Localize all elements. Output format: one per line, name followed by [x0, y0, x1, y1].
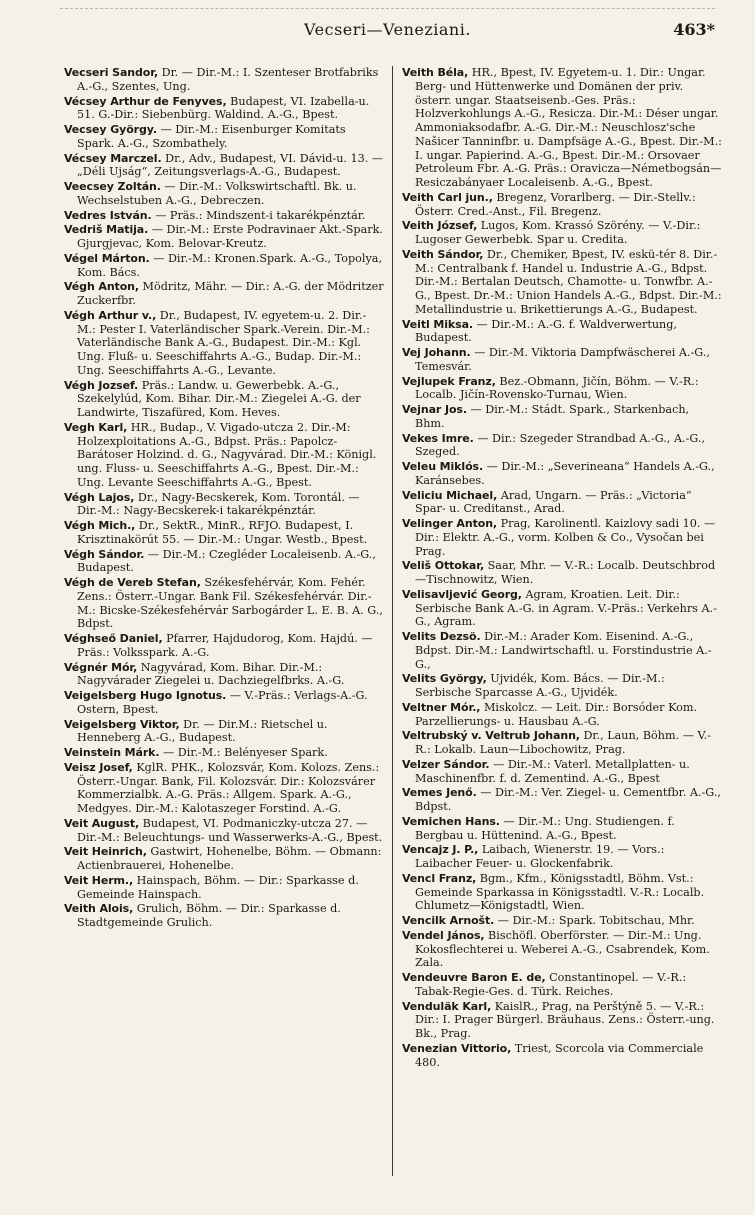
directory-entry [402, 191, 722, 219]
entry-text: — Dir.-M.: Stádt. Spark., Starkenbach, Bhm. [415, 403, 690, 430]
entry-name: Vejlupek Franz, [402, 374, 496, 388]
directory-entry [402, 403, 722, 431]
entry-text: — Dir.-M.: Ung. Studiengen. f. Bergbau u. Hüttenind. A.-G., Bpest. [415, 814, 675, 842]
column-divider [392, 66, 393, 1176]
entry-text: Miskolcz. — Leit. Dir.: Borsóder Kom. Parzellierungs- u. Hausbau A.-G. [415, 700, 698, 728]
entry-name: Veith Alois, [64, 902, 134, 916]
entry-text: Nagyvárad, Kom. Bihar. Dir.-M.: Nagyvárader Ziegelei u. Dachziegelfbrks. A.-G. [77, 660, 345, 688]
directory-entry [64, 845, 384, 873]
entry-text: Präs.: Landw. u. Gewerbebk. A.-G., Szekelylúd, Kom. Bihar. Dir.-M.: Ziegelei A.-G. der Landwirte, Tiszafüred, Kom. Heves. [77, 378, 361, 419]
entry-name: Végh de Vereb Stefan, [64, 576, 201, 589]
entry-text: — Dir.-M.: Spark. Tobitschau, Mhr. [497, 914, 695, 927]
entry-text: Dr. — Dir.-M.: I. Szenteser Brotfabriks A.-G., Szentes, Ung. [77, 66, 379, 93]
entry-text: KaislR., Prag, na Perštýně 5. — V.-R.: Dir.: I. Prager Bürgerl. Bräuhaus. Zens.: Österr.-ung. Bk., Prag. [415, 999, 715, 1040]
directory-entry [402, 786, 722, 814]
entry-text: Mödritz, Mähr. — Dir.: A.-G. der Mödritzer Zuckerfbr. [77, 280, 384, 307]
directory-entry [402, 517, 722, 558]
page-header [60, 20, 715, 46]
entry-text: Lugos, Kom. Krassó Szörény. — V.-Dir.: Lugoser Gewerbebk. Spar u. Credita. [415, 219, 701, 246]
top-rule [60, 8, 715, 9]
directory-entry [402, 1042, 722, 1070]
entry-text: — Präs.: Mindszent-i takarékpénztár. [155, 208, 366, 222]
entry-name: Végnér Mór, [64, 660, 138, 674]
directory-entry [64, 746, 384, 760]
entry-name: Veith Béla, [402, 66, 469, 79]
directory-entry [64, 576, 384, 631]
entry-text: Budapest, VI. Podmaniczky-utcza 27. — Dir.-M.: Beleuchtungs- und Wasserwerks-A.-G., Bpest. [77, 816, 383, 844]
entry-text: Dr., Nagy-Becskerek, Kom. Torontál. — Dir.-M.: Nagy-Becskerek-i takarékpénztár. [77, 490, 360, 518]
entry-name: Veit Herm., [64, 873, 134, 887]
page-number: 463* [673, 20, 715, 39]
entry-text: Prag, Karolinentl. Kaizlovy sadi 10. — Dir.: Elektr. A.-G., vorm. Kolben & Co., Vysočan bei Prag. [415, 517, 716, 558]
entry-text: — Dir.-M.: Erste Podravinaer Akt.-Spark. Gjurgjevac, Kom. Belovar-Kreutz. [77, 223, 383, 250]
entry-name: Vemes Jenő. [402, 786, 477, 800]
entry-name: Veigelsberg Hugo Ignotus. [64, 689, 227, 702]
directory-entry [402, 672, 722, 700]
directory-entry [64, 223, 384, 251]
entry-name: Velzer Sándor. [402, 757, 490, 771]
directory-entry [64, 209, 384, 223]
entry-name: Veith József, [402, 219, 478, 233]
entry-text: Agram, Kroatien. Leit. Dir.: Serbische Bank A.-G. in Agram. V.-Präs.: Verkehrs A.-G., Agram. [415, 587, 717, 629]
left-column [64, 66, 384, 1206]
entry-text: — Dir.-M.: Czegléder Localeisenb. A.-G., Budapest. [77, 547, 376, 575]
directory-entry [402, 559, 722, 587]
entry-text: — Dir.-M.: Vaterl. Metallplatten- u. Maschinenfbr. f. d. Zementind. A.-G., Bpest [415, 757, 690, 785]
directory-entry [64, 902, 384, 930]
entry-text: Hainspach, Böhm. — Dir.: Sparkasse d. Gemeinde Hainspach. [77, 873, 359, 901]
entry-text: — V.-Präs.: Verlags-A.-G. Ostern, Bpest. [77, 689, 368, 716]
entry-text: Laibach, Wienerstr. 19. — Vors.: Laibacher Feuer- u. Glockenfabrik. [415, 843, 665, 870]
entry-name: Vencl Franz, [402, 871, 477, 885]
directory-entry [402, 460, 722, 488]
directory-entry [64, 123, 384, 151]
directory-columns [64, 66, 722, 1206]
entry-text: Dr., Chemiker, Bpest, IV. eskü-tér 8. Dir.-M.: Centralbank f. Handel u. Industrie A.-G., Bdpst. Dir.-M.: Bertalan Deutsch, Chamotte- u. Tonwfbr. A.-G., Bpest. Dr.-M.: Union Handels A.-G., Bdpst. Dir.-M.: Metallindustrie u. Brikettierungs A.-G., Budapest. [415, 247, 722, 316]
directory-entry [64, 66, 384, 94]
directory-entry [64, 280, 384, 308]
directory-entry [402, 66, 722, 190]
entry-name: Veecsey Zoltán. [64, 180, 161, 193]
directory-entry [64, 718, 384, 746]
entry-name: Végh Arthur v., [64, 308, 157, 322]
directory-entry [64, 95, 384, 123]
entry-name: Végh Mich., [64, 519, 136, 532]
entry-name: Veleu Miklós. [402, 460, 484, 473]
entry-text: KglR. PHK., Kolozsvár, Kom. Kolozs. Zens.: Österr.-Ungar. Bank, Fil. Kolozsvár. Dir.: Kolozsvárer Kommerzialbk. A.-G. Präs.: Allgem. Spark. A.-G., Medgyes. Dir.-M.: Kalotaszeger Forstind. A.-G. [77, 760, 380, 815]
entry-name: Vendel János, [402, 928, 485, 942]
entry-text: Dir.-M.: Arader Kom. Eisenind. A.-G., Bdpst. Dir.-M.: Landwirtschaftl. u. Forstindustrie A.-G., [415, 630, 712, 671]
entry-name: Vendeuvre Baron E. de, [402, 971, 546, 984]
entry-name: Veith Sándor, [402, 247, 484, 261]
entry-name: Vedriš Matija. [64, 223, 149, 237]
entry-name: Vedres István. [64, 208, 152, 222]
directory-entry [402, 630, 722, 671]
directory-entry [402, 843, 722, 871]
entry-name: Velisavljević Georg, [402, 587, 522, 601]
entry-name: Venezian Vittorio, [402, 1041, 512, 1055]
entry-text: — Dir.-M. Viktoria Dampfwäscherei A.-G., Temesvár. [415, 346, 710, 373]
directory-entry [402, 971, 722, 999]
entry-name: Veltner Mór., [402, 700, 481, 714]
directory-entry [402, 815, 722, 843]
entry-text: Bregenz, Vorarlberg. — Dir.-Stellv.: Österr. Cred.-Anst., Fil. Bregenz. [415, 190, 696, 218]
entry-name: Vécsey Arthur de Fenyves, [64, 94, 227, 108]
directory-entry [64, 874, 384, 902]
entry-text: — Dir.-M.: Belényeser Spark. [163, 746, 328, 759]
directory-entry [402, 375, 722, 403]
entry-name: Veit Heinrich, [64, 845, 147, 859]
entry-text: Grulich, Böhm. — Dir.: Sparkasse d. Stadtgemeinde Grulich. [77, 902, 341, 929]
entry-name: Veinstein Márk. [64, 746, 160, 759]
directory-entry [402, 219, 722, 247]
entry-name: Veliciu Michael, [402, 488, 498, 502]
directory-entry [402, 489, 722, 517]
entry-name: Végh Lajos, [64, 490, 135, 504]
directory-entry [402, 318, 722, 346]
entry-name: Végh Anton, [64, 280, 139, 294]
directory-entry [64, 252, 384, 280]
directory-entry [64, 519, 384, 547]
entry-name: Veitl Miksa. [402, 317, 473, 331]
entry-name: Vekes Imre. [402, 431, 474, 445]
directory-entry [64, 309, 384, 378]
entry-text: Budapest, VI. Izabella-u. 51. G.-Dir.: Siebenbürg. Waldind. A.-G., Bpest. [77, 94, 370, 122]
entry-name: Vencilk Arnošt. [402, 914, 495, 927]
entry-name: Veith Carl jun., [402, 190, 493, 204]
directory-entry [64, 491, 384, 519]
entry-text: — Dir.-M.: Kronen.Spark. A.-G., Topolya, Kom. Bács. [77, 251, 383, 279]
entry-name: Vejnar Jos. [402, 403, 467, 416]
running-title: Vecseri—Veneziani. [304, 20, 471, 39]
entry-name: Vegh Karl, [64, 420, 128, 434]
entry-name: Véghseő Daniel, [64, 632, 163, 645]
entry-name: Végel Márton. [64, 251, 150, 265]
directory-entry [64, 379, 384, 420]
entry-text: Constantinopel. — V.-R.: Tabak-Regie-Ges. d. Türk. Reiches. [415, 971, 687, 998]
entry-text: — Dir.-M.: „Severineana“ Handels A.-G., Karánsebes. [415, 460, 715, 487]
entry-name: Venduläk Karl, [402, 999, 492, 1013]
entry-name: Vemichen Hans. [402, 814, 500, 828]
directory-entry [402, 1000, 722, 1041]
entry-name: Veisz Josef, [64, 760, 133, 774]
entry-text: — Dir.-M.: Volkswirtschaftl. Bk. u. Wechselstuben A.-G., Debreczen. [77, 180, 357, 207]
entry-name: Velinger Anton, [402, 517, 498, 530]
entry-text: Dr., Laun, Böhm. — V.-R.: Lokalb. Laun—Libochowitz, Prag. [415, 729, 711, 756]
directory-entry [402, 929, 722, 970]
entry-text: Bez.-Obmann, Jičín, Böhm. — V.-R.: Localb. Jičín-Rovensko-Turnau, Wien. [415, 374, 699, 402]
entry-text: — Dir.-M.: Ver. Ziegel- u. Cementfbr. A.-G., Bdpst. [415, 786, 721, 813]
entry-text: — Dir.-M.: A.-G. f. Waldverwertung, Budapest. [415, 317, 677, 345]
entry-text: HR., Bpest, IV. Egyetem-u. 1. Dir.: Ungar. Berg- und Hüttenwerke und Domänen der priv. österr. ungar. Staatseisenb.-Ges. Präs.: Holzverkohlungs A.-G., Resicza. Dir.-M.: Déser ungar. Ammoniaksodafbr. A.-G. Dir.-M.: Neuschlosz'sche Našicer Tanninfbr. u. Dampfsäge A.-G., Bpest. Dir.-M.: I. ungar. Papierind. A.-G., Bpest. Dir.-M.: Orsovaer Petroleum Fbr. A.-G. Präs.: Oravicza—Németbogsán—Resiczabányaer Localeisenb. A.-G., Bpest. [415, 66, 722, 189]
directory-entry [64, 152, 384, 180]
entry-name: Vecsey György. [64, 123, 157, 136]
entry-name: Vencajz J. P., [402, 843, 479, 857]
entry-name: Veigelsberg Viktor, [64, 717, 180, 731]
directory-entry [402, 758, 722, 786]
entry-text: Székesfehérvár, Kom. Fehér. Zens.: Österr.-Ungar. Bank Fil. Székesfehérvár. Dir.-M.: Bicske-Székesfehérvár Sarbogárder L. E. B. A. G., Bdpst. [77, 576, 383, 631]
entry-text: Dr., Adv., Budapest, VI. Dávid-u. 13. — „Déli Ujság“, Zeitungsverlags-A.-G., Budapest. [77, 151, 384, 179]
directory-entry [402, 872, 722, 913]
entry-text: Dr., Budapest, IV. egyetem-u. 2. Dir.-M.: Pester I. Vaterländischer Spark.-Verein. Dir.-M.: Vaterländische Bank A.-G., Budapest. Dir.-M.: Kgl. Ung. Fluß- u. Seeschiffahrts A.-G., Budap. Dir.-M.: Ung. Seeschiffahrts A.-G., Levante. [77, 308, 370, 377]
entry-name: Vecseri Sandor, [64, 66, 159, 79]
directory-entry [64, 761, 384, 816]
entry-name: Veltrubský v. Veltrub Johann, [402, 729, 580, 743]
directory-entry [64, 180, 384, 208]
entry-text: Bischöfl. Oberförster. — Dir.-M.: Ung. Kokosflechterei u. Weberei A.-G., Csabrendek, Kom. Zala. [415, 928, 710, 970]
directory-entry [64, 632, 384, 660]
directory-entry [402, 914, 722, 928]
entry-name: Végh Jozsef. [64, 378, 139, 392]
entry-text: Ujvidék, Kom. Bács. — Dir.-M.: Serbische Sparcasse A.-G., Ujvidék. [415, 672, 665, 699]
directory-entry [64, 421, 384, 490]
entry-name: Velits György, [402, 672, 487, 686]
entry-text: Pfarrer, Hajdudorog, Kom. Hajdú. — Präs.: Volksspark. A.-G. [77, 632, 373, 659]
entry-text: — Dir.: Szegeder Strandbad A.-G., A.-G., Szeged. [415, 431, 706, 459]
entry-name: Veliš Ottokar, [402, 559, 485, 573]
entry-name: Vécsey Marczel. [64, 151, 162, 165]
directory-entry [64, 689, 384, 717]
entry-text: Arad, Ungarn. — Präs.: „Victoria“ Spar- u. Creditanst., Arad. [415, 488, 692, 516]
directory-entry [402, 588, 722, 629]
entry-text: HR., Budap., V. Vigado-utcza 2. Dir.-M: Holzexploitations A.-G., Bdpst. Präs.: Papolcz-Barátoser Holzind. d. G., Nagyvárad. Dir.-M.: Königl. ung. Fluss- u. Seeschiffahrts A.-G., Bpest. Dir.-M.: Ung. Levante Seeschiffahrts A.-G., Bpest. [77, 420, 377, 489]
entry-name: Veit August, [64, 816, 140, 830]
directory-entry [64, 661, 384, 689]
directory-entry [64, 548, 384, 576]
directory-entry [402, 346, 722, 374]
entry-text: Triest, Scorcola via Commerciale 480. [415, 1041, 704, 1069]
directory-entry [64, 817, 384, 845]
directory-entry [402, 432, 722, 460]
entry-name: Végh Sándor. [64, 547, 145, 561]
directory-entry [402, 729, 722, 757]
right-column [402, 66, 722, 1206]
entry-text: Gastwirt, Hohenelbe, Böhm. — Obmann: Actienbrauerei, Hohenelbe. [77, 845, 382, 872]
entry-name: Velits Dezsö. [402, 630, 481, 643]
entry-text: Bgm., Kfm., Königsstadtl, Böhm. Vst.: Gemeinde Sparkassa in Königsstadtl. V.-R.: Localb. Chlumetz—Königstadtl, Wien. [415, 871, 705, 913]
directory-entry [402, 701, 722, 729]
entry-name: Vej Johann. [402, 346, 471, 359]
entry-text: Dr., SektR., MinR., RFJO. Budapest, I. Krisztinakörút 55. — Dir.-M.: Ungar. Westb., Bpest. [77, 519, 368, 546]
entry-text: Dr. — Dir.M.: Rietschel u. Henneberg A.-G., Budapest. [77, 717, 328, 745]
entry-text: Saar, Mhr. — V.-R.: Localb. Deutschbrod—Tischnowitz, Wien. [415, 559, 716, 586]
directory-entry [402, 248, 722, 317]
entry-text: — Dir.-M.: Eisenburger Komitats Spark. A.-G., Szombathely. [77, 123, 346, 150]
